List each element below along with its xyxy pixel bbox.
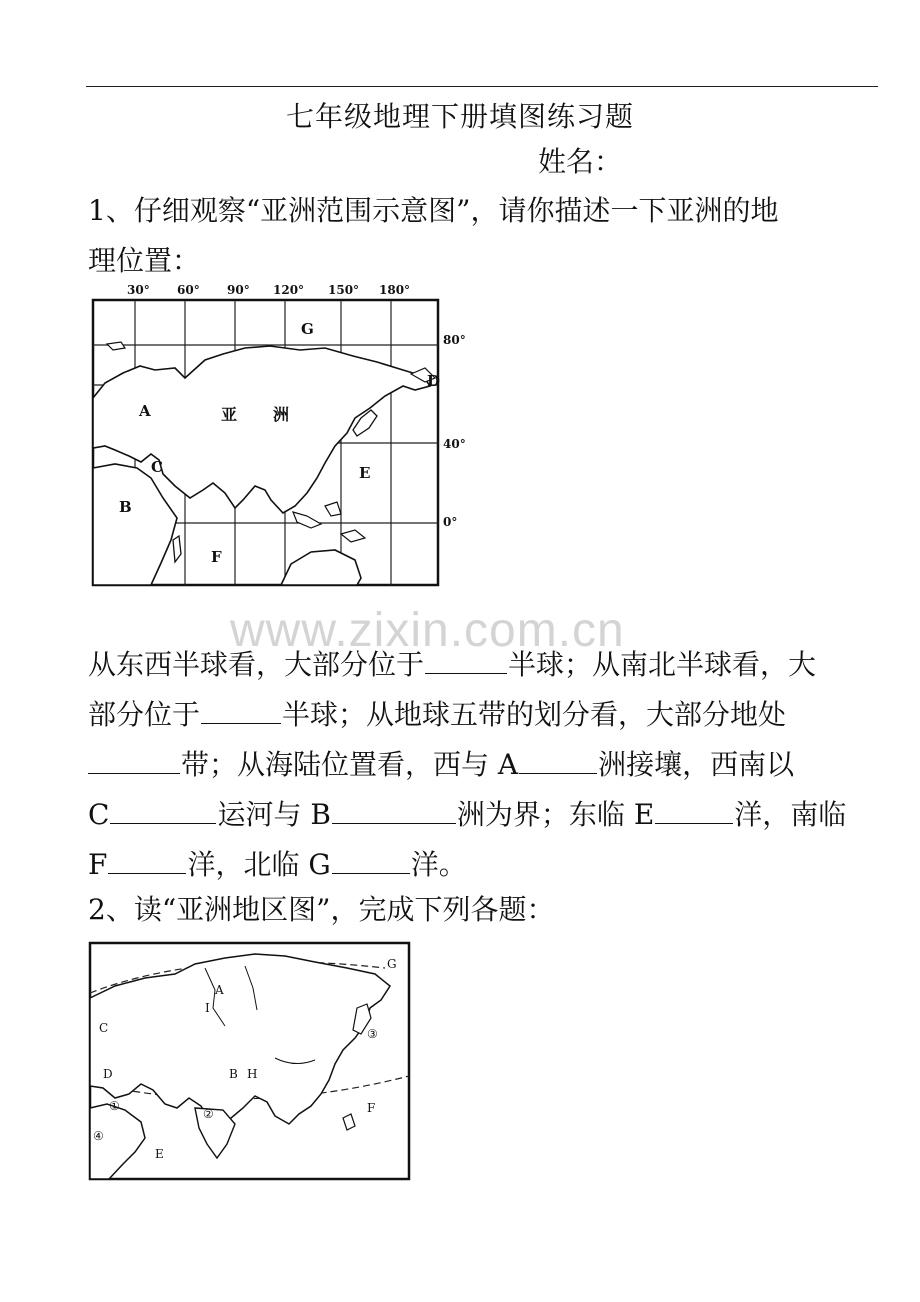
- new-guinea-shape: [341, 530, 365, 542]
- madagascar-shape: [173, 536, 181, 562]
- lon-label-120: 120°: [273, 283, 305, 297]
- philippines-shape: [343, 1114, 355, 1130]
- map2-label-g: G: [387, 957, 397, 971]
- africa-landmass: [93, 464, 177, 585]
- blank-line-1: 从东西半球看，大部分位于 半球；从南北半球看，大: [88, 640, 888, 690]
- lon-label-150: 150°: [328, 283, 360, 297]
- blank-line-5: F 洋，北临 G 洋。: [88, 840, 888, 890]
- map2-label-e: E: [155, 1147, 164, 1161]
- map2-marker-1: ①: [109, 1099, 120, 1113]
- map1-letter-d: D: [427, 372, 441, 390]
- asia-landmass: [90, 954, 390, 1132]
- lon-label-60: 60°: [177, 283, 200, 297]
- page-title: 七年级地理下册填图练习题: [285, 100, 634, 133]
- map1-letter-c: C: [151, 458, 163, 476]
- australia-landmass: [281, 550, 361, 585]
- map1-letter-f: F: [211, 548, 222, 566]
- map1-letter-e: E: [359, 464, 371, 482]
- map1-label-zhou: 洲: [273, 405, 290, 424]
- map1-letter-b: B: [119, 498, 132, 516]
- blank-line-2: 部分位于 半球；从地球五带的划分看，大部分地处: [88, 690, 888, 740]
- map2-marker-3: ③: [367, 1027, 378, 1041]
- answer-blank-e[interactable]: [655, 795, 733, 824]
- question-1-prompt: [88, 186, 888, 286]
- header-rule: [86, 86, 878, 87]
- blank-line-3: 带；从海陆位置看，西与 A 洲接壤，西南以: [88, 740, 888, 790]
- lat-label-80: 80°: [443, 333, 466, 347]
- map2-label-d: D: [103, 1067, 113, 1081]
- borneo-shape: [325, 502, 341, 516]
- lon-label-90: 90°: [227, 283, 250, 297]
- watermark: www.zixin.com.cn: [230, 604, 625, 657]
- asia-extent-map: [85, 278, 475, 593]
- map1-letter-g: G: [301, 320, 314, 338]
- map2-label-b: B: [229, 1067, 238, 1081]
- blank-line-4: C 运河与 B 洲为界；东临 E 洋，南临: [88, 790, 888, 840]
- question-2-prompt: 2、读“亚洲地区图”，完成下列各题：: [88, 893, 555, 926]
- map2-label-f: F: [367, 1101, 376, 1115]
- indonesia-shape: [293, 512, 321, 528]
- answer-blank-b[interactable]: [332, 795, 456, 824]
- answer-blank-hemisphere-ns[interactable]: [201, 695, 281, 724]
- map1-label-ya: 亚: [221, 405, 238, 424]
- question-1-line-2: 理位置：: [88, 244, 201, 277]
- answer-blank-f[interactable]: [108, 845, 186, 874]
- map2-marker-2: ②: [203, 1107, 214, 1121]
- question-1-blanks: [88, 640, 888, 890]
- lat-label-0: 0°: [443, 515, 458, 529]
- map2-label-i: I: [205, 1001, 210, 1015]
- asia-regions-map: [85, 938, 415, 1186]
- map2-marker-4: ④: [93, 1129, 104, 1143]
- lat-label-40: 40°: [443, 437, 466, 451]
- map2-label-a: A: [215, 983, 224, 997]
- answer-blank-hemisphere-ew[interactable]: [425, 645, 507, 674]
- arctic-island-shape: [107, 342, 125, 350]
- lon-label-30: 30°: [127, 283, 150, 297]
- answer-blank-g[interactable]: [332, 845, 410, 874]
- answer-blank-a[interactable]: [519, 745, 597, 774]
- answer-blank-zone[interactable]: [88, 745, 180, 774]
- answer-blank-c[interactable]: [110, 795, 216, 824]
- lon-label-180: 180°: [379, 283, 411, 297]
- map1-letter-a: A: [139, 402, 151, 420]
- map2-label-c: C: [99, 1021, 109, 1035]
- map2-label-h: H: [247, 1067, 258, 1081]
- question-1-line-1: 1、仔细观察“亚洲范围示意图”，请你描述一下亚洲的地: [88, 194, 779, 227]
- name-label: 姓名：: [538, 145, 623, 178]
